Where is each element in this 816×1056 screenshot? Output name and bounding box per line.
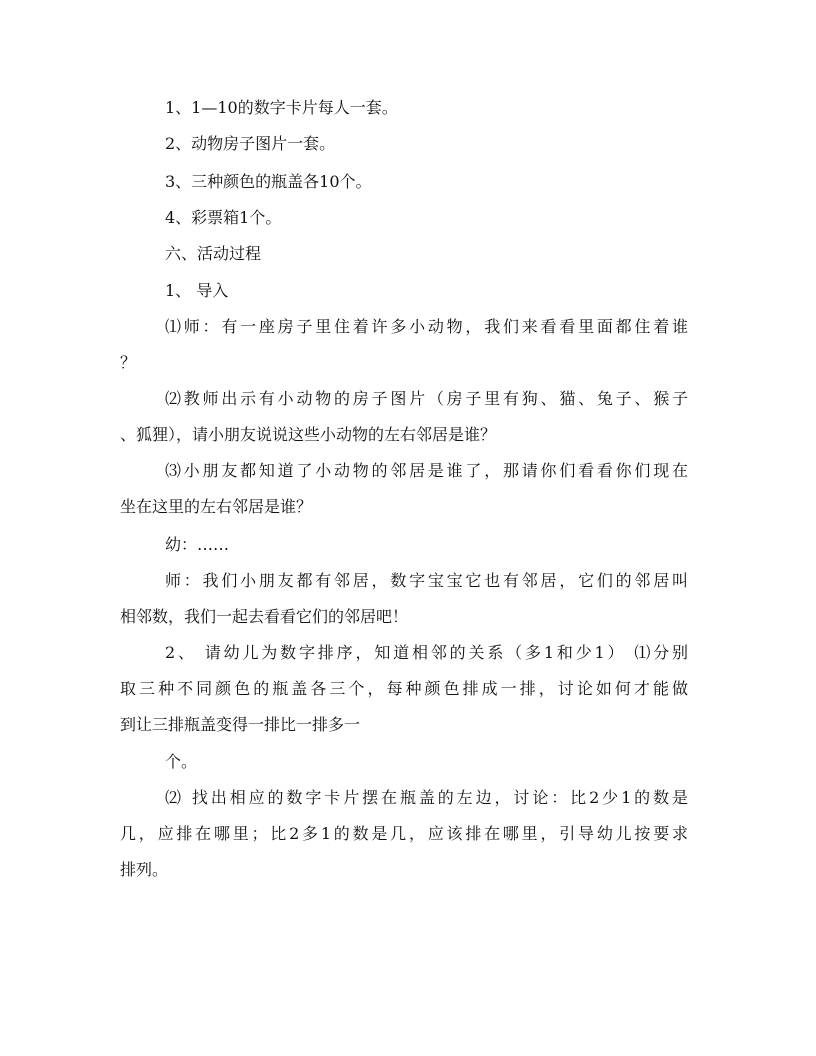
paragraph-line: ⑵教师出示有小动物的房子图片（房子里有狗、猫、兔子、猴子: [165, 389, 688, 408]
paragraph-line: 相邻数，我们一起去看看它们的邻居吧！: [120, 607, 409, 626]
paragraph-line: ？: [120, 353, 137, 372]
paragraph-line: 个。: [165, 752, 198, 771]
paragraph-line: 、狐狸），请小朋友说说这些小动物的左右邻居是谁？: [120, 425, 497, 444]
paragraph-line: 师：我们小朋友都有邻居，数字宝宝它也有邻居，它们的邻居叫: [165, 571, 688, 590]
step-heading-1: 1、 导入: [165, 281, 229, 300]
material-item-3: 3、三种颜色的瓶盖各10个。: [165, 172, 372, 191]
paragraph-line: ⑵ 找出相应的数字卡片摆在瓶盖的左边，讨论：比2少1的数是: [165, 788, 688, 807]
paragraph-line: 几，应排在哪里；比2多1的数是几，应该排在哪里，引导幼儿按要求: [120, 824, 688, 843]
step-heading-2: 2、 请幼儿为数字排序，知道相邻的关系（多1和少1） ⑴分别: [165, 643, 688, 662]
paragraph-line: ⑶小朋友都知道了小动物的邻居是谁了，那请你们看看你们现在: [165, 461, 688, 480]
paragraph-line: 坐在这里的左右邻居是谁？: [120, 497, 313, 516]
paragraph-line: 取三种不同颜色的瓶盖各三个，每种颜色排成一排，讨论如何才能做: [120, 679, 688, 698]
material-item-1: 1、1—10的数字卡片每人一套。: [165, 98, 398, 117]
paragraph-line: ⑴师：有一座房子里住着许多小动物，我们来看看里面都住着谁: [165, 317, 688, 336]
paragraph-line: 排列。: [120, 860, 169, 879]
section-heading: 六、活动过程: [165, 244, 262, 263]
material-item-4: 4、彩票箱1个。: [165, 208, 282, 227]
material-item-2: 2、动物房子图片一套。: [165, 134, 336, 153]
paragraph-line: 到让三排瓶盖变得一排比一排多一: [120, 715, 361, 734]
paragraph-line: 幼：……: [165, 535, 230, 554]
